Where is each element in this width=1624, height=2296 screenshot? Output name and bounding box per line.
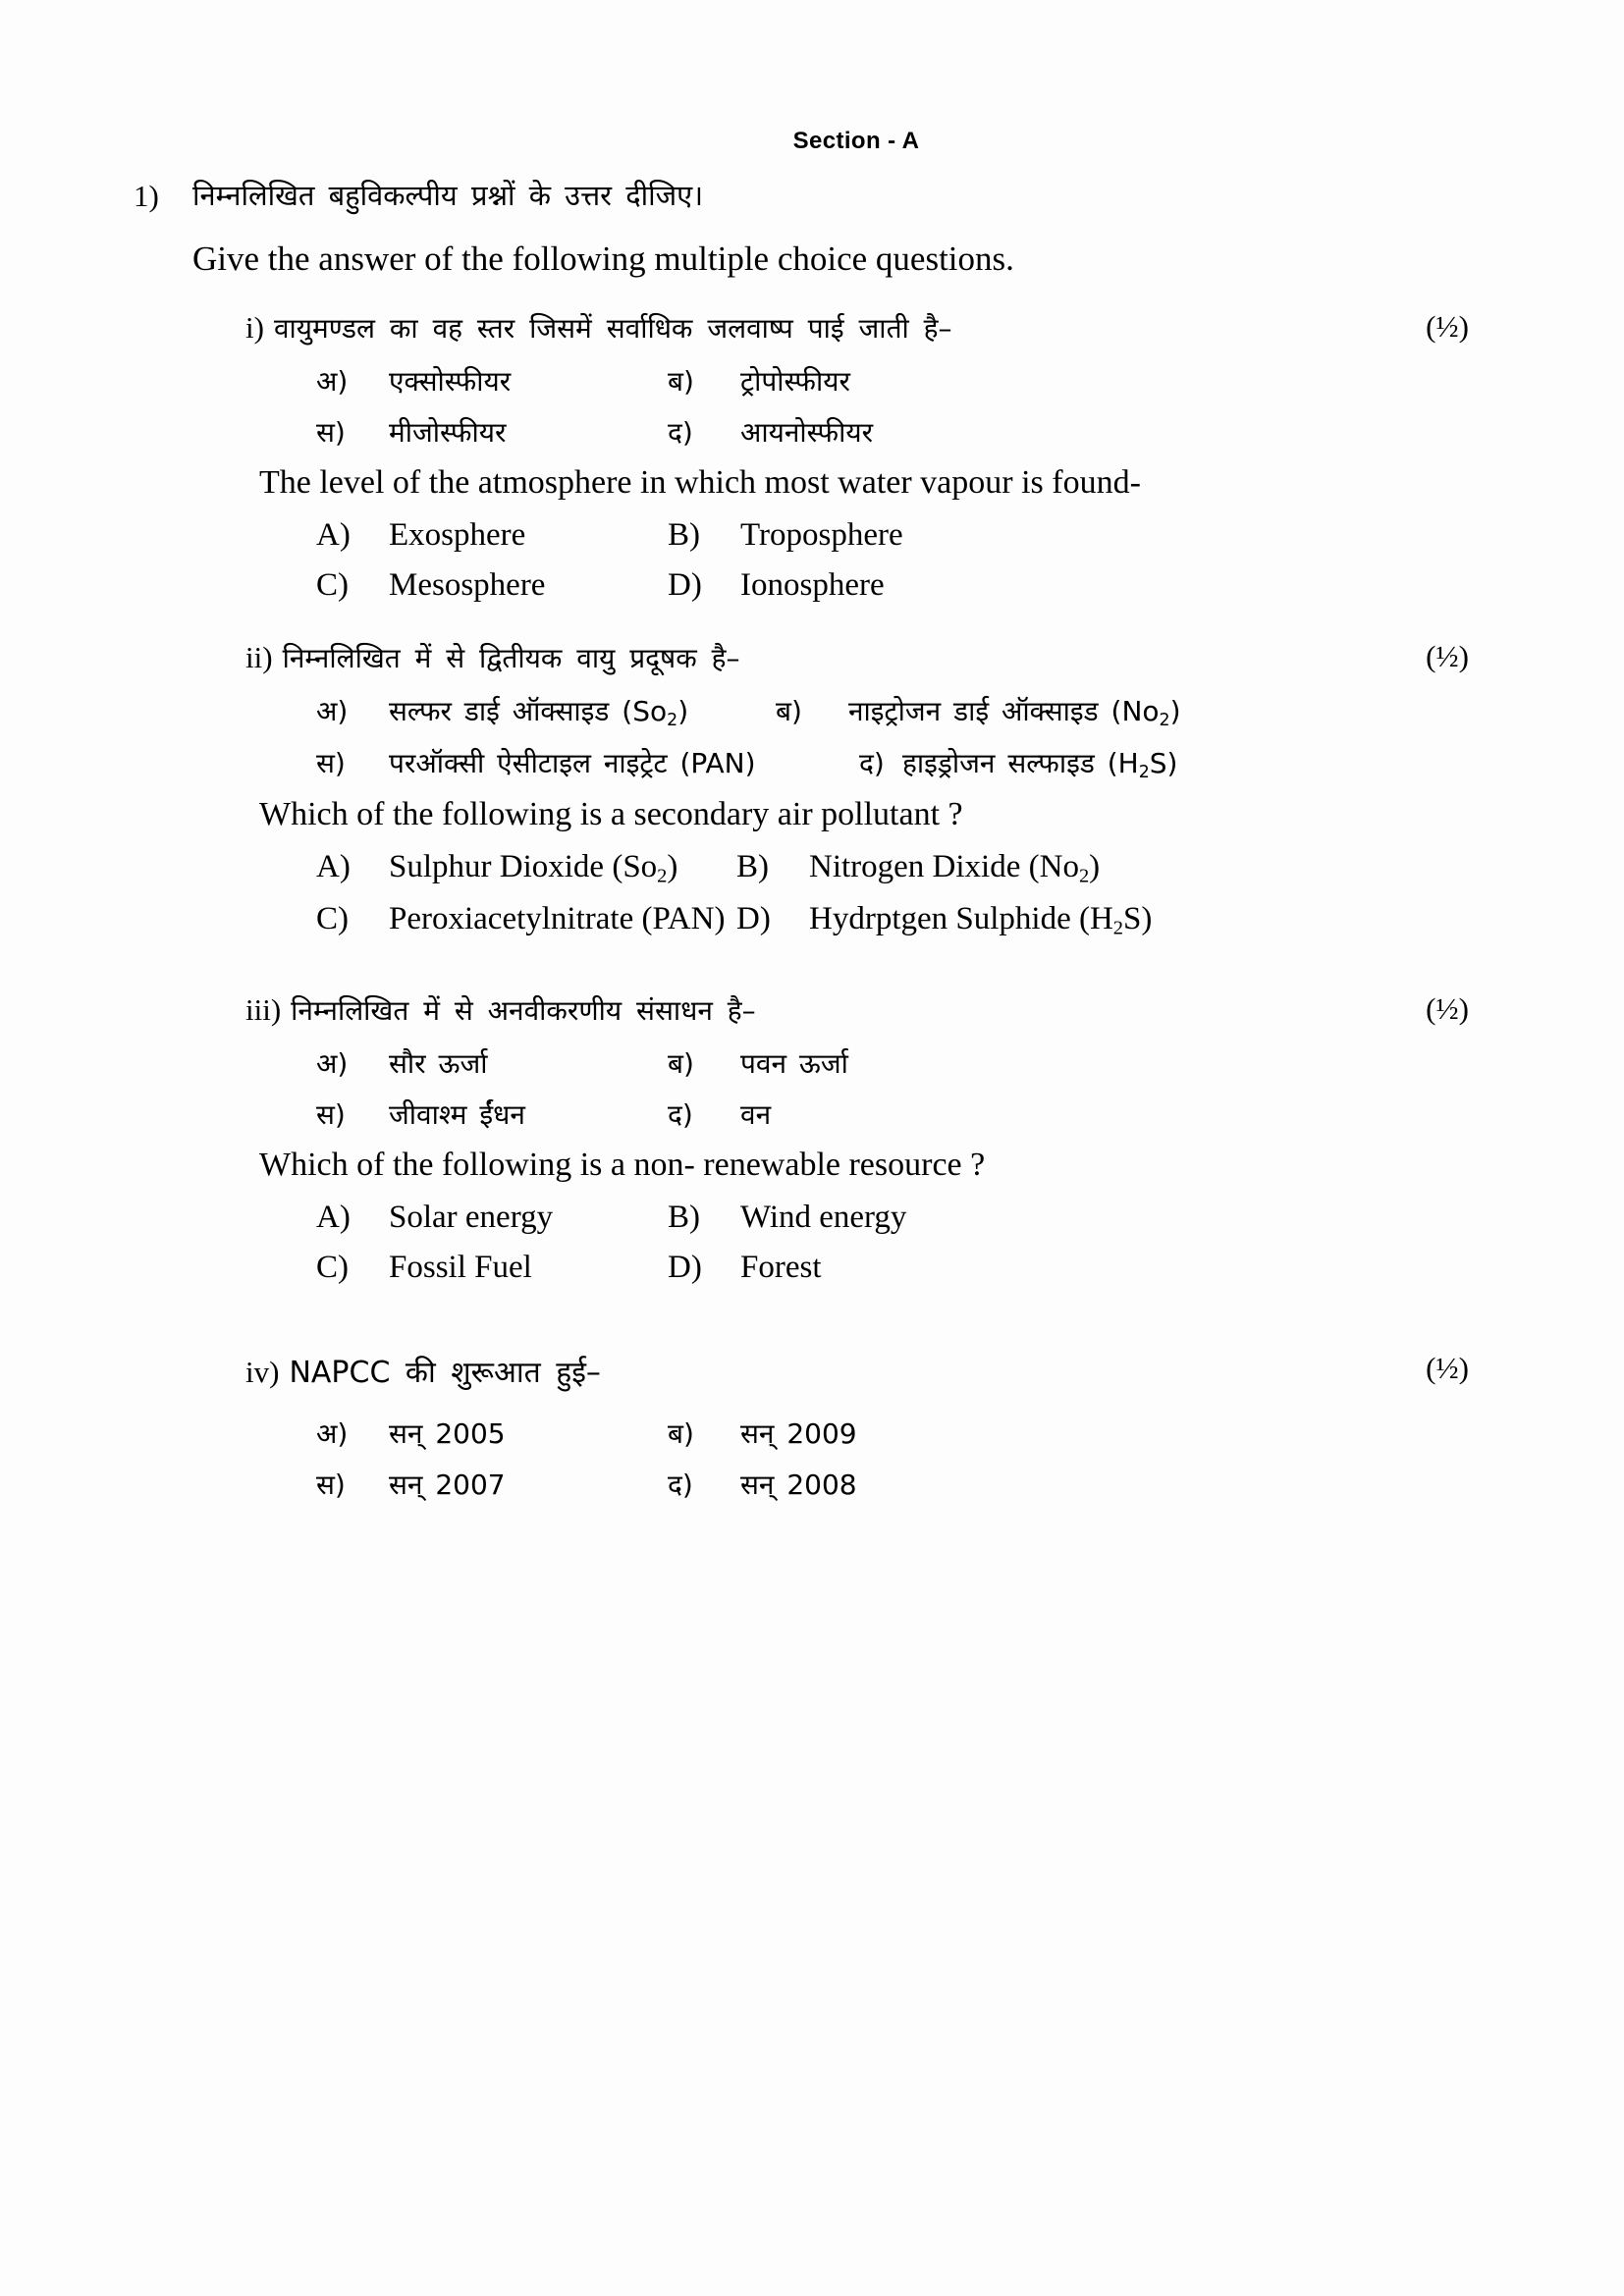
option-key: स) xyxy=(316,746,346,779)
option-label: सन् 2005 xyxy=(389,1416,506,1450)
option-c-hindi[interactable] xyxy=(245,744,859,781)
option-key: A) xyxy=(316,848,351,884)
option-key: D) xyxy=(668,566,702,603)
sub-question-ii-options-english xyxy=(245,849,1506,940)
option-label: मीजोस्फीयर xyxy=(389,415,507,449)
sub-question-i xyxy=(245,309,1506,604)
sub-question-ii xyxy=(245,639,1506,940)
option-D-english[interactable] xyxy=(668,1250,1506,1286)
option-row xyxy=(245,901,1506,940)
option-label: Hydrptgen Sulphide $(H_2S)$ xyxy=(809,901,1153,939)
sub-question-iii-options-hindi xyxy=(245,1044,1506,1133)
option-key: द) xyxy=(859,746,885,779)
option-c-hindi[interactable] xyxy=(245,1466,668,1503)
section-header: Section - A xyxy=(792,128,920,154)
option-row xyxy=(245,362,1506,400)
option-key: अ) xyxy=(316,364,349,398)
option-row xyxy=(245,567,1506,604)
option-key: ब) xyxy=(668,1416,694,1450)
option-C-english[interactable] xyxy=(245,567,668,604)
option-row xyxy=(245,1044,1506,1082)
option-A-english[interactable] xyxy=(245,1200,668,1236)
option-c-hindi[interactable] xyxy=(245,413,668,451)
sub-question-i-stem-hindi: वायुमण्डल का वह स्तर जिसमें सर्वाधिक जलवाष्प पाई जाती है– xyxy=(273,311,952,345)
sub-question-iv xyxy=(245,1351,1506,1503)
option-label: पवन ऊर्जा xyxy=(740,1046,848,1080)
option-c-hindi[interactable] xyxy=(245,1095,668,1133)
option-key: C) xyxy=(316,1249,349,1285)
sub-question-i-roman: i) xyxy=(245,309,264,345)
option-b-hindi[interactable] xyxy=(668,362,1506,400)
sub-question-iv-options-hindi xyxy=(245,1415,1506,1503)
option-B-english[interactable] xyxy=(736,849,1506,888)
option-label: सल्फर डाई ऑक्साइड $(So_2)$ xyxy=(389,694,689,730)
option-label: वन xyxy=(740,1097,772,1131)
option-key: ब) xyxy=(668,364,694,398)
option-row xyxy=(245,1250,1506,1286)
option-key: B) xyxy=(668,516,700,553)
sub-question-i-options-english xyxy=(245,517,1506,604)
option-label: Exosphere xyxy=(389,516,526,553)
option-key: ब) xyxy=(668,1046,694,1080)
option-label: सन् 2009 xyxy=(740,1416,857,1450)
option-d-hindi[interactable] xyxy=(668,413,1506,451)
option-label: परऑक्सी ऐसीटाइल नाइट्रेट (PAN) xyxy=(389,746,756,779)
option-label: Ionosphere xyxy=(740,566,885,603)
sub-question-iv-marks: (½) xyxy=(1426,1350,1469,1385)
option-key: C) xyxy=(316,901,349,937)
option-d-hindi[interactable] xyxy=(859,744,1506,782)
option-key: अ) xyxy=(316,1416,349,1450)
option-label: सन् 2008 xyxy=(740,1468,857,1501)
sub-question-i-stem-english: The level of the atmosphere in which most water vapour is found- xyxy=(259,463,1141,501)
option-label: Fossil Fuel xyxy=(389,1249,532,1285)
option-key: D) xyxy=(736,901,771,937)
option-key: D) xyxy=(668,1249,702,1285)
option-label: जीवाश्म ईंधन xyxy=(389,1097,525,1131)
sub-question-iii-roman: iii) xyxy=(245,991,282,1027)
option-key: स) xyxy=(316,1097,346,1131)
option-label: एक्सोस्फीयर xyxy=(389,364,512,398)
option-key: A) xyxy=(316,1199,351,1235)
option-key: B) xyxy=(736,848,769,884)
option-row xyxy=(245,692,1506,730)
option-label: Peroxiacetylnitrate (PAN) xyxy=(389,901,726,937)
option-label: Nitrogen Dixide $(No_2)$ xyxy=(809,848,1101,887)
option-key: B) xyxy=(668,1199,700,1235)
option-key: ब) xyxy=(776,694,802,727)
option-row xyxy=(245,1095,1506,1133)
option-row xyxy=(245,1466,1506,1503)
option-b-hindi[interactable] xyxy=(776,692,1506,730)
option-key: A) xyxy=(316,516,351,553)
option-key: C) xyxy=(316,566,349,603)
option-A-english[interactable] xyxy=(245,849,736,888)
question-1 xyxy=(0,179,1624,1517)
option-label: नाइट्रोजन डाई ऑक्साइड $(No_2)$ xyxy=(848,694,1181,730)
option-label: सन् 2007 xyxy=(389,1468,506,1501)
sub-question-ii-roman: ii) xyxy=(245,639,273,674)
option-a-hindi[interactable] xyxy=(245,362,668,400)
option-row xyxy=(245,413,1506,451)
option-b-hindi[interactable] xyxy=(668,1044,1506,1082)
option-key: अ) xyxy=(316,1046,349,1080)
option-B-english[interactable] xyxy=(668,1200,1506,1236)
option-B-english[interactable] xyxy=(668,517,1506,554)
question-stem-english: Give the answer of the following multiple choice questions. xyxy=(192,239,1014,278)
option-label: सौर ऊर्जा xyxy=(389,1046,488,1080)
option-label: Solar energy xyxy=(389,1199,554,1235)
sub-question-ii-marks: (½) xyxy=(1426,638,1469,673)
option-key: अ) xyxy=(316,694,349,727)
option-a-hindi[interactable] xyxy=(245,692,776,730)
sub-question-ii-options-hindi xyxy=(245,692,1506,782)
sub-question-iii xyxy=(245,991,1506,1286)
option-a-hindi[interactable] xyxy=(245,1415,668,1452)
sub-question-iv-roman: iv) xyxy=(245,1354,280,1389)
option-a-hindi[interactable] xyxy=(245,1044,668,1082)
sub-question-i-options-hindi xyxy=(245,362,1506,451)
sub-question-iii-options-english xyxy=(245,1200,1506,1286)
option-label: Sulphur Dioxide $(So_2)$ xyxy=(389,848,678,887)
option-key: स) xyxy=(316,415,346,449)
sub-question-iii-stem-english: Which of the following is a non- renewable resource ? xyxy=(259,1146,986,1183)
option-key: द) xyxy=(668,1468,693,1501)
option-row xyxy=(245,517,1506,554)
option-key: द) xyxy=(668,1097,693,1131)
option-C-english[interactable] xyxy=(245,901,736,937)
option-key: द) xyxy=(668,415,693,449)
option-D-english[interactable] xyxy=(668,567,1506,604)
question-stem-hindi: निम्नलिखित बहुविकल्पीय प्रश्नों के उत्तर दीजिए। xyxy=(192,179,704,212)
option-label: ट्रोपोस्फीयर xyxy=(740,364,850,398)
sub-question-ii-stem-english: Which of the following is a secondary air pollutant ? xyxy=(259,795,963,832)
option-label: Wind energy xyxy=(740,1199,907,1235)
option-row xyxy=(245,1415,1506,1452)
option-d-hindi[interactable] xyxy=(668,1466,1506,1503)
option-label: Troposphere xyxy=(740,516,903,553)
sub-question-ii-stem-hindi: निम्नलिखित में से द्वितीयक वायु प्रदूषक है– xyxy=(282,641,740,674)
sub-question-iv-stem-hindi: NAPCC की शुरूआत हुई– xyxy=(289,1355,601,1390)
sub-question-iii-stem-hindi: निम्नलिखित में से अनवीकरणीय संसाधन है– xyxy=(291,993,756,1027)
option-d-hindi[interactable] xyxy=(668,1095,1506,1133)
option-label: आयनोस्फीयर xyxy=(740,415,874,449)
option-row xyxy=(245,849,1506,888)
option-label: Forest xyxy=(740,1249,822,1285)
question-body xyxy=(0,179,1624,1517)
option-key: स) xyxy=(316,1468,346,1501)
option-row xyxy=(245,744,1506,782)
option-row xyxy=(245,1200,1506,1236)
option-b-hindi[interactable] xyxy=(668,1415,1506,1452)
question-number: 1) xyxy=(134,179,159,213)
option-label: हाइड्रोजन सल्फाइड $(H_2S)$ xyxy=(902,746,1178,782)
sub-question-i-marks: (½) xyxy=(1426,308,1469,344)
option-A-english[interactable] xyxy=(245,517,668,554)
option-label: Mesosphere xyxy=(389,566,546,603)
option-D-english[interactable] xyxy=(736,901,1506,940)
option-C-english[interactable] xyxy=(245,1250,668,1286)
sub-question-iii-marks: (½) xyxy=(1426,990,1469,1026)
